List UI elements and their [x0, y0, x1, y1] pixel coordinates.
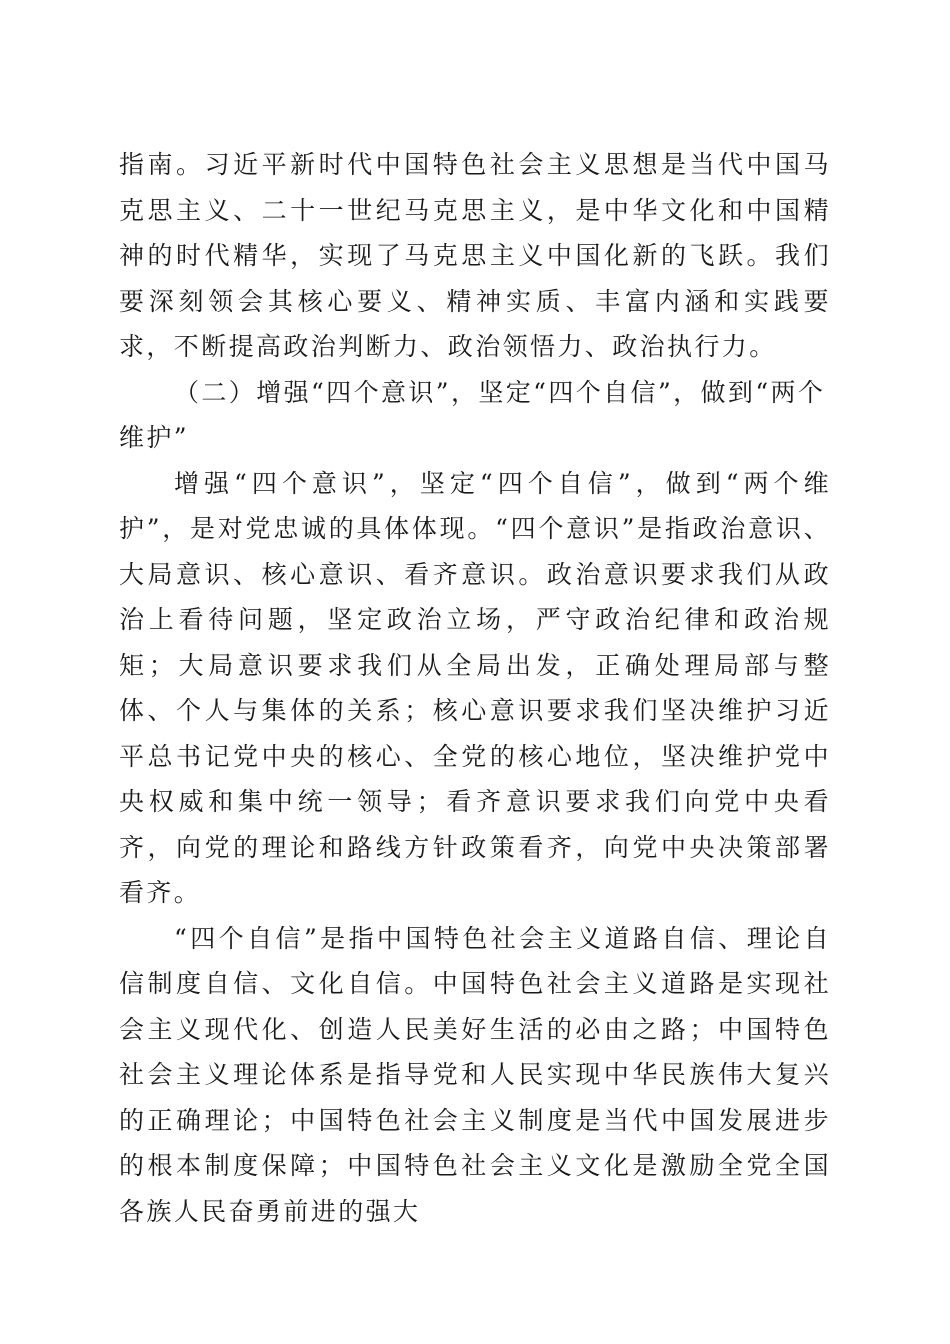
paragraph-continuation: 指南。习近平新时代中国特色社会主义思想是当代中国马克思主义、二十一世纪马克思主义，是中华文化和中国精神的时代精华，实现了马克思主义中国化新的飞跃。我们要深刻领会其核心要义、精神实质、丰富内涵和实践要求，不断提高政治判断力、政治领悟力、政治执行力。 — [119, 150, 831, 361]
paragraph-four-confidences: “四个自信”是指中国特色社会主义道路自信、理论自信制度自信、文化自信。中国特色社会主义道路是实现社会主义现代化、创造人民美好生活的必由之路；中国特色社会主义理论体系是指导党和人民实现中华民族伟大复兴的正确理论；中国特色社会主义制度是当代中国发展进步的根本制度保障；中国特色社会主义文化是激励全党全国各族人民奋勇前进的强大 — [119, 923, 831, 1226]
document-body — [119, 142, 831, 1234]
paragraph-four-consciousness: 增强“四个意识”，坚定“四个自信”，做到“两个维护”，是对党忠诚的具体体现。“四个意识”是指政治意识、大局意识、核心意识、看齐意识。政治意识要求我们从政治上看待问题，坚定政治立场，严守政治纪律和政治规矩；大局意识要求我们从全局出发，正确处理局部与整体、个人与集体的关系；核心意识要求我们坚决维护习近平总书记党中央的核心、全党的核心地位，坚决维护党中央权威和集中统一领导；看齐意识要求我们向党中央看齐，向党的理论和路线方针政策看齐，向党中央决策部署看齐。 — [119, 468, 831, 907]
section-heading: （二）增强“四个意识”，坚定“四个自信”，做到“两个维护” — [119, 377, 826, 452]
